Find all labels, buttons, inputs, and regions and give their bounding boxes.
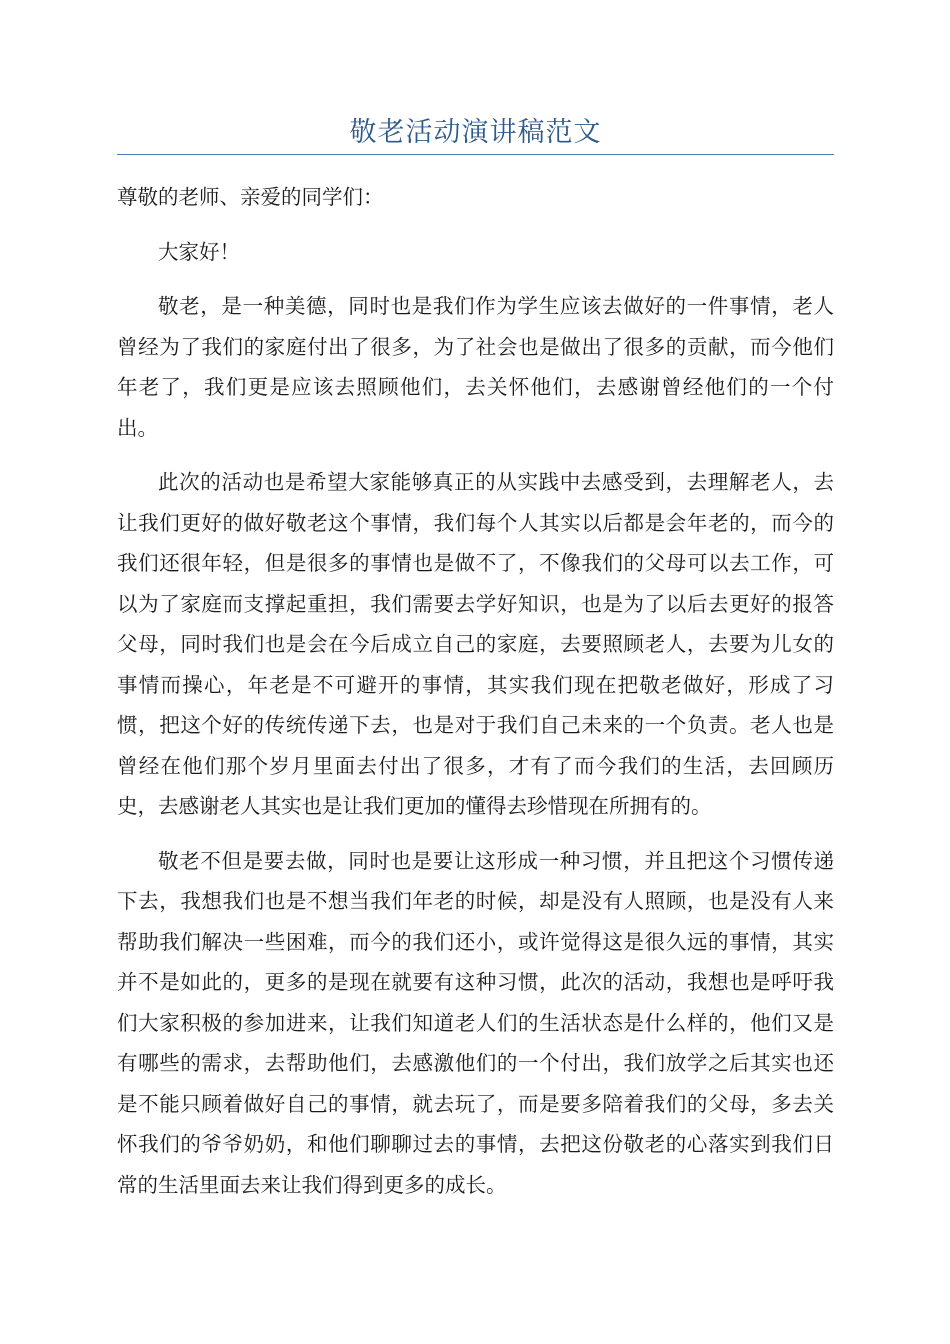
paragraph-1: 敬老，是一种美德，同时也是我们作为学生应该去做好的一件事情，老人曾经为了我们的家庭付出了很多，为了社会也是做出了很多的贡献，而今他们年老了，我们更是应该去照顾他们，去关怀他们，去感谢曾经他们的一个付出。 — [117, 294, 834, 440]
document-page — [117, 0, 834, 1219]
document-body — [117, 177, 834, 1205]
title-underline — [117, 154, 834, 155]
greeting: 大家好！ — [158, 239, 240, 264]
salutation: 尊敬的老师、亲爱的同学们： — [117, 185, 384, 209]
paragraph-3: 敬老不但是要去做，同时也是要让这形成一种习惯，并且把这个习惯传递下去，我想我们也是不想当我们年老的时候，却是没有人照顾，也是没有人来帮助我们解决一些困难，而今的我们还小，或许觉得这是很久远的事情，其实并不是如此的，更多的是现在就要有这种习惯，此次的活动，我想也是呼吁我们大家积极的参加进来，让我们知道老人们的生活状态是什么样的，他们又是有哪些的需求，去帮助他们，去感激他们的一个付出，我们放学之后其实也还是不能只顾着做好自己的事情，就去玩了，而是要多陪着我们的父母，多去关怀我们的爷爷奶奶，和他们聊聊过去的事情，去把这份敬老的心落实到我们日常的生活里面去来让我们得到更多的成长。 — [117, 848, 834, 1197]
document-title: 敬老活动演讲稿范文 — [349, 117, 602, 148]
paragraph-2: 此次的活动也是希望大家能够真正的从实践中去感受到，去理解老人，去让我们更好的做好敬老这个事情，我们每个人其实以后都是会年老的，而今的我们还很年轻，但是很多的事情也是做不了，不像我们的父母可以去工作，可以为了家庭而支撑起重担，我们需要去学好知识，也是为了以后去更好的报答父母，同时我们也是会在今后成立自己的家庭，去要照顾老人，去要为儿女的事情而操心，年老是不可避开的事情，其实我们现在把敬老做好，形成了习惯，把这个好的传统传递下去，也是对于我们自己未来的一个负责。老人也是曾经在他们那个岁月里面去付出了很多，才有了而今我们的生活，去回顾历史，去感谢老人其实也是让我们更加的懂得去珍惜现在所拥有的。 — [117, 470, 834, 818]
